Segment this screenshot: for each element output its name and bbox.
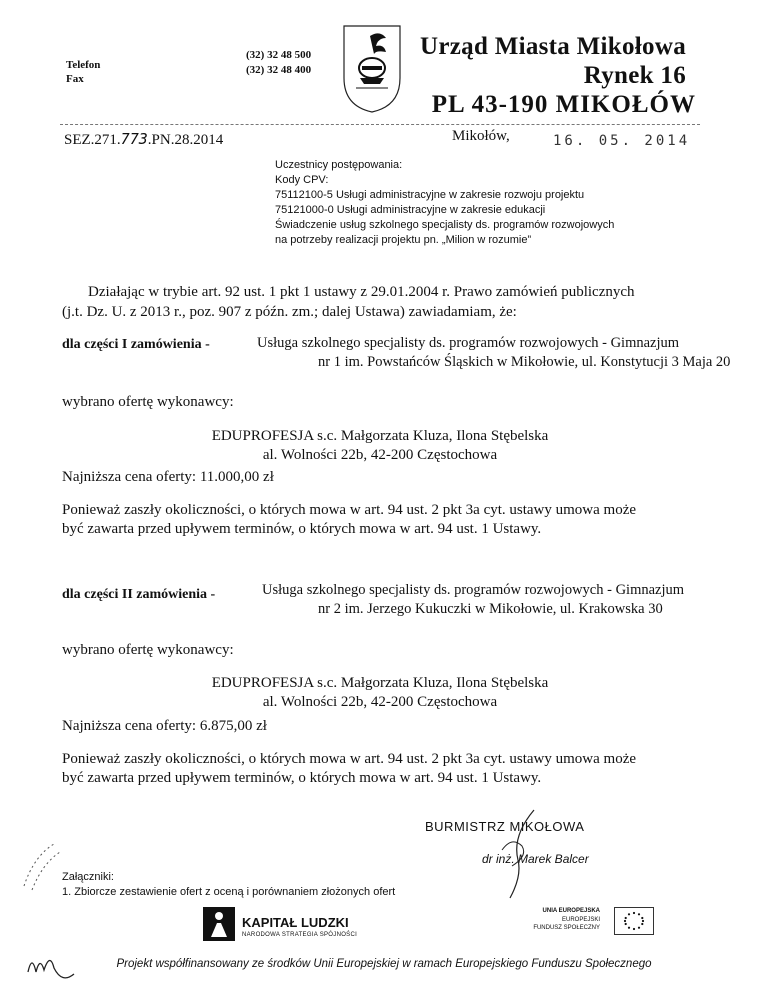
reference-number	[64, 129, 223, 150]
kapital-ludzki-title: KAPITAŁ LUDZKI	[242, 915, 349, 930]
signature-name: dr inż. Marek Balcer	[482, 852, 589, 866]
part2-note-2: być zawarta przed upływem terminów, o których mowa w art. 94 ust. 1 Ustawy.	[62, 770, 542, 786]
date-stamp: 16. 05. 2014	[553, 133, 691, 149]
part2-label: dla części II zamówienia -	[62, 587, 216, 602]
part1-label: dla części I zamówienia -	[62, 337, 210, 352]
org-name: Urząd Miasta Mikołowa	[420, 33, 686, 60]
part1-note-1: Ponieważ zaszły okoliczności, o których mowa w art. 94 ust. 2 pkt 3a cyt. ustawy umowa może	[62, 502, 637, 518]
part2-contractor-name: EDUPROFESJA s.c. Małgorzata Kluza, Ilona Stębelska	[211, 675, 549, 691]
cofinance-statement: Projekt współfinansowany ze środków Unii Europejskiej w ramach Europejskiego Funduszu Społecznego	[116, 958, 652, 970]
part2-price: Najniższa cena oferty: 6.875,00 zł	[62, 718, 267, 734]
part2-note-1: Ponieważ zaszły okoliczności, o których mowa w art. 94 ust. 2 pkt 3a cyt. ustawy umowa może	[62, 751, 637, 767]
intro-line-2: (j.t. Dz. U. z 2013 r., poz. 907 z późn. zm.; dalej Ustawa) zawiadamiam, że:	[62, 304, 517, 320]
part1-desc-2: nr 1 im. Powstańców Śląskich w Mikołowie, ul. Konstytucji 3 Maja 20	[318, 354, 731, 370]
phone-label: Telefon	[66, 59, 101, 71]
efs-label-1: EUROPEJSKI	[561, 917, 600, 923]
phone-number: (32) 32 48 500	[246, 49, 312, 61]
attachments-label: Załączniki:	[62, 871, 114, 883]
fax-number: (32) 32 48 400	[246, 64, 312, 76]
recipients-line: Świadczenie usług szkolnego specjalisty ds. programów rozwojowych	[275, 219, 615, 231]
reference-suffix: .PN.28.2014	[147, 132, 224, 148]
recipients-line: Kody CPV:	[275, 174, 329, 186]
part2-desc-1: Usługa szkolnego specjalisty ds. programów rozwojowych - Gimnazjum	[262, 582, 685, 598]
place: Mikołów,	[452, 128, 510, 144]
org-city: PL 43-190 MIKOŁÓW	[431, 91, 696, 118]
eu-label: UNIA EUROPEJSKA	[542, 908, 600, 914]
reference-handwritten: 773	[120, 130, 148, 148]
header-divider	[60, 124, 700, 125]
kapital-ludzki-subtitle: NARODOWA STRATEGIA SPÓJNOŚCI	[242, 932, 358, 938]
signature-title: BURMISTRZ MIKOŁOWA	[425, 819, 585, 834]
part1-desc-1: Usługa szkolnego specjalisty ds. programów rozwojowych - Gimnazjum	[257, 335, 680, 351]
part2-contractor-address: al. Wolności 22b, 42-200 Częstochowa	[262, 694, 498, 710]
part1-chosen: wybrano ofertę wykonawcy:	[62, 394, 234, 410]
recipients-line: Uczestnicy postępowania:	[275, 159, 403, 171]
part1-note-2: być zawarta przed upływem terminów, o których mowa w art. 94 ust. 1 Ustawy.	[62, 521, 542, 537]
part2-chosen: wybrano ofertę wykonawcy:	[62, 642, 234, 658]
intro-line-1: Działając w trybie art. 92 ust. 1 pkt 1 ustawy z 29.01.2004 r. Prawo zamówień publicznych	[88, 284, 635, 300]
recipients-line: na potrzeby realizacji projektu pn. „Milion w rozumie”	[275, 234, 532, 246]
eu-flag-icon	[614, 907, 654, 935]
recipients-block	[275, 158, 695, 248]
kapital-ludzki-logo-icon	[203, 907, 235, 941]
attachment-item: 1. Zbiorcze zestawienie ofert z oceną i porównaniem złożonych ofert	[62, 886, 396, 898]
recipients-line: 75112100-5 Usługi administracyjne w zakresie rozwoju projektu	[275, 189, 585, 201]
org-street: Rynek 16	[583, 62, 686, 89]
handwritten-signature-icon	[472, 806, 552, 904]
reference-prefix: SEZ.271.	[64, 132, 121, 148]
coat-of-arms-icon	[340, 22, 404, 114]
recipients-line: 75121000-0 Usługi administracyjne w zakresie edukacji	[275, 204, 546, 216]
part1-contractor-address: al. Wolności 22b, 42-200 Częstochowa	[262, 447, 498, 463]
fax-label: Fax	[66, 73, 84, 85]
efs-label-2: FUNDUSZ SPOŁECZNY	[533, 925, 600, 931]
part2-desc-2: nr 2 im. Jerzego Kukuczki w Mikołowie, ul. Krakowska 30	[318, 601, 663, 617]
part1-contractor-name: EDUPROFESJA s.c. Małgorzata Kluza, Ilona Stębelska	[211, 428, 549, 444]
part1-price: Najniższa cena oferty: 11.000,00 zł	[62, 469, 274, 485]
